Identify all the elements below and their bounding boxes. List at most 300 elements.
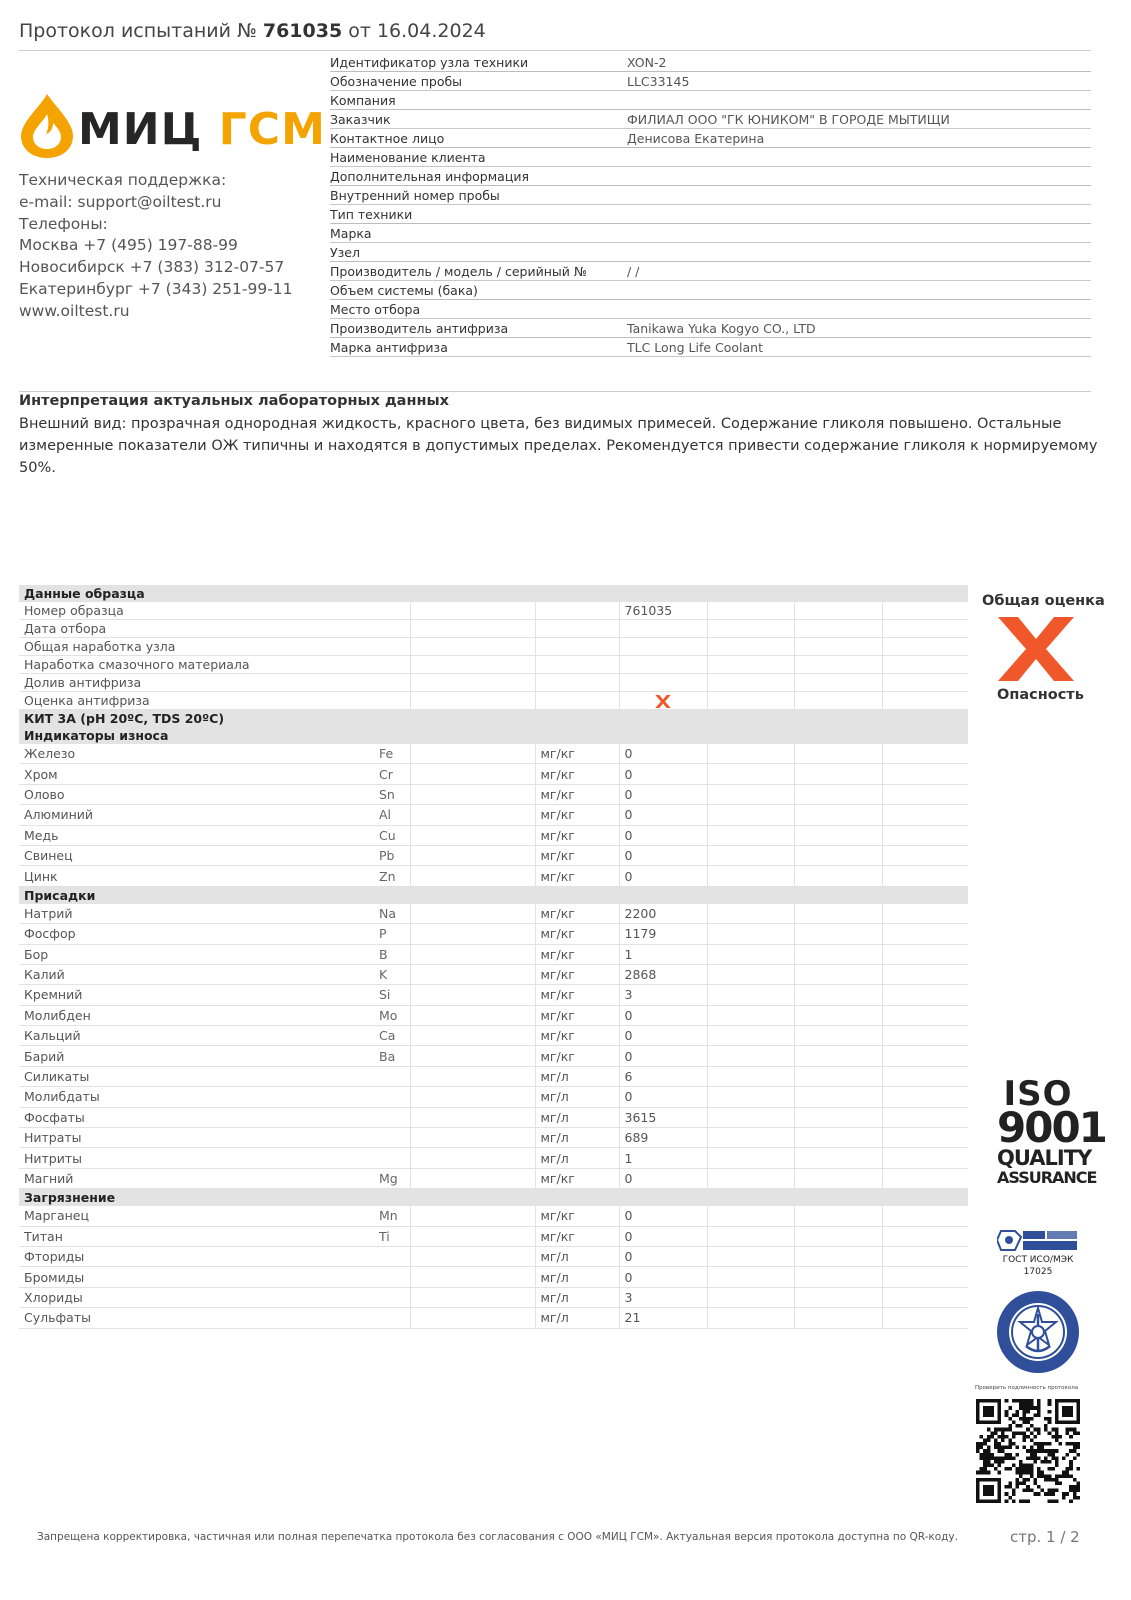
table-row [19,1168,968,1188]
company-logo-text [78,104,326,155]
element-symbol: Mo [374,1005,410,1025]
empty-cell [410,764,535,784]
empty-cell [707,1087,794,1107]
unit: мг/кг [535,744,619,764]
empty-cell [882,602,968,620]
table-row [19,674,968,692]
section-additives [19,886,968,904]
contacts-block [19,170,293,323]
empty-cell [882,744,968,764]
empty-cell [794,1107,882,1127]
ros-accreditation-logo-icon [997,1228,1079,1252]
empty-cell [794,1005,882,1025]
parameter-name: Хром [19,764,374,784]
empty-cell [535,656,619,674]
empty-cell [410,1267,535,1287]
unit: мг/кг [535,944,619,964]
parameter-name: Бромиды [19,1267,374,1287]
element-symbol: Si [374,985,410,1005]
protocol-number: 761035 [262,20,343,42]
empty-cell [410,1128,535,1148]
measured-value: 21 [619,1308,707,1328]
empty-cell [410,924,535,944]
empty-cell [794,1246,882,1266]
element-symbol: Cr [374,764,410,784]
empty-cell [707,638,794,656]
info-value: TLC Long Life Coolant [627,340,764,355]
parameter-name: Нитраты [19,1128,374,1148]
empty-cell [410,674,535,692]
sample-field-label: Оценка антифриза [19,692,410,710]
table-row [19,764,968,784]
parameter-name: Фториды [19,1246,374,1266]
section-kit [19,710,968,728]
info-row [330,338,1091,357]
antifreeze-danger-icon [619,692,707,710]
info-label: Производитель / модель / серийный № [330,264,587,279]
empty-cell [882,1026,968,1046]
measured-value: 0 [619,845,707,865]
empty-cell [882,692,968,710]
empty-cell [882,1287,968,1307]
sample-field-value [619,656,707,674]
parameter-name: Натрий [19,904,374,924]
empty-cell [794,944,882,964]
empty-cell [794,674,882,692]
measured-value: 6 [619,1066,707,1086]
section-header: Индикаторы износа [19,727,968,744]
element-symbol [374,1148,410,1168]
interpretation-divider [19,391,1091,392]
unit: мг/кг [535,1005,619,1025]
empty-cell [882,924,968,944]
parameter-name: Бор [19,944,374,964]
empty-cell [794,1226,882,1246]
sample-field-label: Общая наработка узла [19,638,410,656]
empty-cell [882,1087,968,1107]
empty-cell [882,1246,968,1266]
unit: мг/л [535,1148,619,1168]
header-divider [19,50,1091,51]
empty-cell [882,1066,968,1086]
section-wear [19,727,968,744]
empty-cell [882,866,968,886]
empty-cell [410,904,535,924]
info-label: Марка [330,226,372,241]
measured-value: 0 [619,1206,707,1226]
element-symbol: Na [374,904,410,924]
empty-cell [794,620,882,638]
info-label: Производитель антифриза [330,321,509,336]
empty-cell [410,1206,535,1226]
unit: мг/кг [535,825,619,845]
info-label: Заказчик [330,112,391,127]
measured-value: 0 [619,1246,707,1266]
table-row [19,1206,968,1226]
element-symbol: Mg [374,1168,410,1188]
table-row [19,845,968,865]
maritime-register-seal-icon [996,1290,1080,1374]
empty-cell [707,1148,794,1168]
empty-cell [410,1168,535,1188]
empty-cell [794,638,882,656]
empty-cell [794,924,882,944]
table-row [19,1226,968,1246]
results-table [19,585,968,1329]
unit: мг/л [535,1107,619,1127]
contact-line: Техническая поддержка: [19,171,227,189]
table-row [19,805,968,825]
empty-cell [882,1107,968,1127]
table-row [19,1308,968,1328]
empty-cell [535,674,619,692]
parameter-name: Сульфаты [19,1308,374,1328]
element-symbol: Zn [374,866,410,886]
empty-cell [535,602,619,620]
element-symbol [374,1066,410,1086]
empty-cell [707,1308,794,1328]
empty-cell [410,845,535,865]
info-row [330,148,1091,167]
parameter-name: Свинец [19,845,374,865]
element-symbol: Sn [374,784,410,804]
parameter-name: Магний [19,1168,374,1188]
info-value: Денисова Екатерина [627,131,765,146]
empty-cell [882,1005,968,1025]
info-label: Объем системы (бака) [330,283,478,298]
info-row [330,53,1091,72]
measured-value: 3615 [619,1107,707,1127]
measured-value: 0 [619,1026,707,1046]
measured-value: 689 [619,1128,707,1148]
danger-x-icon [998,617,1074,681]
empty-cell [794,1026,882,1046]
empty-cell [707,692,794,710]
element-symbol: Ti [374,1226,410,1246]
info-label: Внутренний номер пробы [330,188,500,203]
info-row [330,205,1091,224]
unit: мг/л [535,1287,619,1307]
qr-caption: Проверить подлинность протокола [975,1385,1079,1391]
table-row [19,744,968,764]
section-header: Данные образца [19,585,968,602]
table-row [19,825,968,845]
empty-cell [707,744,794,764]
sample-field-label: Долив антифриза [19,674,410,692]
section-sample-data [19,585,968,602]
unit: мг/л [535,1128,619,1148]
element-symbol: K [374,964,410,984]
parameter-name: Олово [19,784,374,804]
empty-cell [794,1046,882,1066]
empty-cell [707,805,794,825]
empty-cell [882,1046,968,1066]
info-row [330,224,1091,243]
protocol-date: 16.04.2024 [376,20,486,42]
empty-cell [410,602,535,620]
table-row [19,1128,968,1148]
empty-cell [410,1005,535,1025]
empty-cell [535,692,619,710]
empty-cell [707,602,794,620]
protocol-title [19,20,486,42]
parameter-name: Алюминий [19,805,374,825]
empty-cell [794,985,882,1005]
empty-cell [410,944,535,964]
empty-cell [794,1308,882,1328]
empty-cell [882,845,968,865]
table-row [19,1246,968,1266]
section-header: Присадки [19,886,968,904]
empty-cell [882,1168,968,1188]
table-row [19,692,968,710]
element-symbol: P [374,924,410,944]
empty-cell [882,784,968,804]
empty-cell [794,656,882,674]
info-label: Контактное лицо [330,131,445,146]
table-row [19,944,968,964]
empty-cell [707,1246,794,1266]
empty-cell [707,845,794,865]
info-label: Дополнительная информация [330,169,529,184]
empty-cell [794,1267,882,1287]
sample-field-label: Дата отбора [19,620,410,638]
unit: мг/л [535,1308,619,1328]
empty-cell [882,985,968,1005]
table-row [19,1267,968,1287]
empty-cell [410,1246,535,1266]
empty-cell [794,784,882,804]
empty-cell [410,1066,535,1086]
empty-cell [707,1128,794,1148]
info-label: Обозначение пробы [330,74,463,89]
sample-field-value [619,638,707,656]
empty-cell [707,1287,794,1307]
element-symbol: Al [374,805,410,825]
empty-cell [707,985,794,1005]
interpretation-text: Внешний вид: прозрачная однородная жидкость, красного цвета, без видимых примесей. Содержание гликоля повышено. Остальные измеренные показатели ОЖ типичны и находятся в допустимых пределах. Рекомендуется привести содержание гликоля к нормируемому 50%. [19,416,1098,476]
table-row [19,1046,968,1066]
empty-cell [535,638,619,656]
contact-line: Телефоны: [19,214,108,233]
empty-cell [882,1308,968,1328]
info-label: Узел [330,245,360,260]
empty-cell [410,866,535,886]
empty-cell [707,924,794,944]
page-number: стр. 1 / 2 [1010,1528,1080,1546]
empty-cell [410,692,535,710]
empty-cell [794,964,882,984]
table-row [19,1026,968,1046]
measured-value: 0 [619,1226,707,1246]
table-row [19,784,968,804]
unit: мг/кг [535,805,619,825]
element-symbol: Fe [374,744,410,764]
empty-cell [794,1287,882,1307]
measured-value: 0 [619,1267,707,1287]
measured-value: 1 [619,944,707,964]
parameter-name: Нитриты [19,1148,374,1168]
contact-phone: Екатеринбург +7 (343) 251-99-11 [19,279,293,298]
parameter-name: Барий [19,1046,374,1066]
contact-phone: Москва +7 (495) 197-88-99 [19,236,238,255]
unit: мг/кг [535,924,619,944]
empty-cell [882,620,968,638]
empty-cell [707,964,794,984]
measured-value: 1179 [619,924,707,944]
element-symbol [374,1128,410,1148]
empty-cell [707,1267,794,1287]
empty-cell [794,744,882,764]
element-symbol: Ba [374,1046,410,1066]
measured-value: 0 [619,1046,707,1066]
table-row [19,1148,968,1168]
parameter-name: Титан [19,1226,374,1246]
empty-cell [410,638,535,656]
empty-cell [410,825,535,845]
empty-cell [794,602,882,620]
table-row [19,1066,968,1086]
table-row [19,638,968,656]
empty-cell [882,904,968,924]
measured-value: 3 [619,1287,707,1307]
empty-cell [410,1287,535,1307]
empty-cell [707,1046,794,1066]
empty-cell [410,985,535,1005]
empty-cell [794,1168,882,1188]
table-row [19,1087,968,1107]
info-row [330,186,1091,205]
empty-cell [794,1087,882,1107]
empty-cell [410,1148,535,1168]
info-row [330,110,1091,129]
info-row [330,72,1091,91]
iso-line: 9001 [997,1103,1106,1152]
info-value: XON-2 [627,55,667,70]
info-row [330,262,1091,281]
empty-cell [410,964,535,984]
empty-cell [410,1308,535,1328]
empty-cell [410,620,535,638]
empty-cell [794,805,882,825]
accreditation-caption [990,1254,1086,1278]
overall-assessment-status: Опасность [997,687,1084,703]
info-value: / / [627,264,640,279]
info-label: Компания [330,93,396,108]
parameter-name: Кальций [19,1026,374,1046]
empty-cell [882,764,968,784]
empty-cell [707,1026,794,1046]
measured-value: 0 [619,1087,707,1107]
empty-cell [882,1267,968,1287]
contact-email[interactable]: e-mail: support@oiltest.ru [19,192,222,211]
info-value: LLC33145 [627,74,690,89]
overall-assessment-label: Общая оценка [982,593,1105,609]
empty-cell [794,825,882,845]
unit: мг/кг [535,985,619,1005]
info-row [330,281,1091,300]
empty-cell [410,1026,535,1046]
contact-website[interactable]: www.oiltest.ru [19,301,130,320]
info-row [330,129,1091,148]
measured-value: 0 [619,825,707,845]
element-symbol: Ca [374,1026,410,1046]
parameter-name: Силикаты [19,1066,374,1086]
table-row [19,904,968,924]
info-row [330,319,1091,338]
parameter-name: Хлориды [19,1287,374,1307]
parameter-name: Молибден [19,1005,374,1025]
contact-phone: Новосибирск +7 (383) 312-07-57 [19,258,285,277]
info-value: Tanikawa Yuka Kogyo CO., LTD [627,321,816,336]
unit: мг/кг [535,904,619,924]
accred-line: 17025 [1023,1267,1053,1277]
empty-cell [410,656,535,674]
unit: мг/кг [535,866,619,886]
parameter-name: Медь [19,825,374,845]
measured-value: 0 [619,784,707,804]
info-label: Марка антифриза [330,340,448,355]
table-row [19,602,968,620]
logo-text-gsm: ГСМ [218,104,326,155]
unit: мг/кг [535,1168,619,1188]
empty-cell [794,866,882,886]
unit: мг/кг [535,1206,619,1226]
section-contamination [19,1189,968,1207]
section-header: КИТ 3А (pH 20ºC, TDS 20ºC) [19,710,968,728]
info-row [330,300,1091,319]
empty-cell [794,1066,882,1086]
sample-field-value [619,674,707,692]
element-symbol [374,1267,410,1287]
info-label: Тип техники [330,207,413,222]
empty-cell [707,904,794,924]
empty-cell [794,845,882,865]
empty-cell [707,1226,794,1246]
empty-cell [707,1066,794,1086]
empty-cell [882,656,968,674]
empty-cell [882,638,968,656]
unit: мг/кг [535,1226,619,1246]
qr-code-icon[interactable] [976,1399,1080,1503]
empty-cell [410,1087,535,1107]
empty-cell [707,1107,794,1127]
empty-cell [707,656,794,674]
table-row [19,656,968,674]
info-row [330,167,1091,186]
empty-cell [707,674,794,692]
empty-cell [410,744,535,764]
empty-cell [410,1107,535,1127]
empty-cell [707,1005,794,1025]
empty-cell [707,866,794,886]
table-row [19,1287,968,1307]
info-label: Наименование клиента [330,150,486,165]
title-prefix: Протокол испытаний № [19,20,257,42]
empty-cell [882,964,968,984]
info-label: Идентификатор узла техники [330,55,529,70]
iso-line: ISO [1003,1074,1073,1114]
empty-cell [535,620,619,638]
empty-cell [410,1046,535,1066]
measured-value: 3 [619,985,707,1005]
measured-value: 0 [619,1005,707,1025]
empty-cell [882,1226,968,1246]
empty-cell [707,764,794,784]
measured-value: 1 [619,1148,707,1168]
table-row [19,620,968,638]
empty-cell [794,1148,882,1168]
